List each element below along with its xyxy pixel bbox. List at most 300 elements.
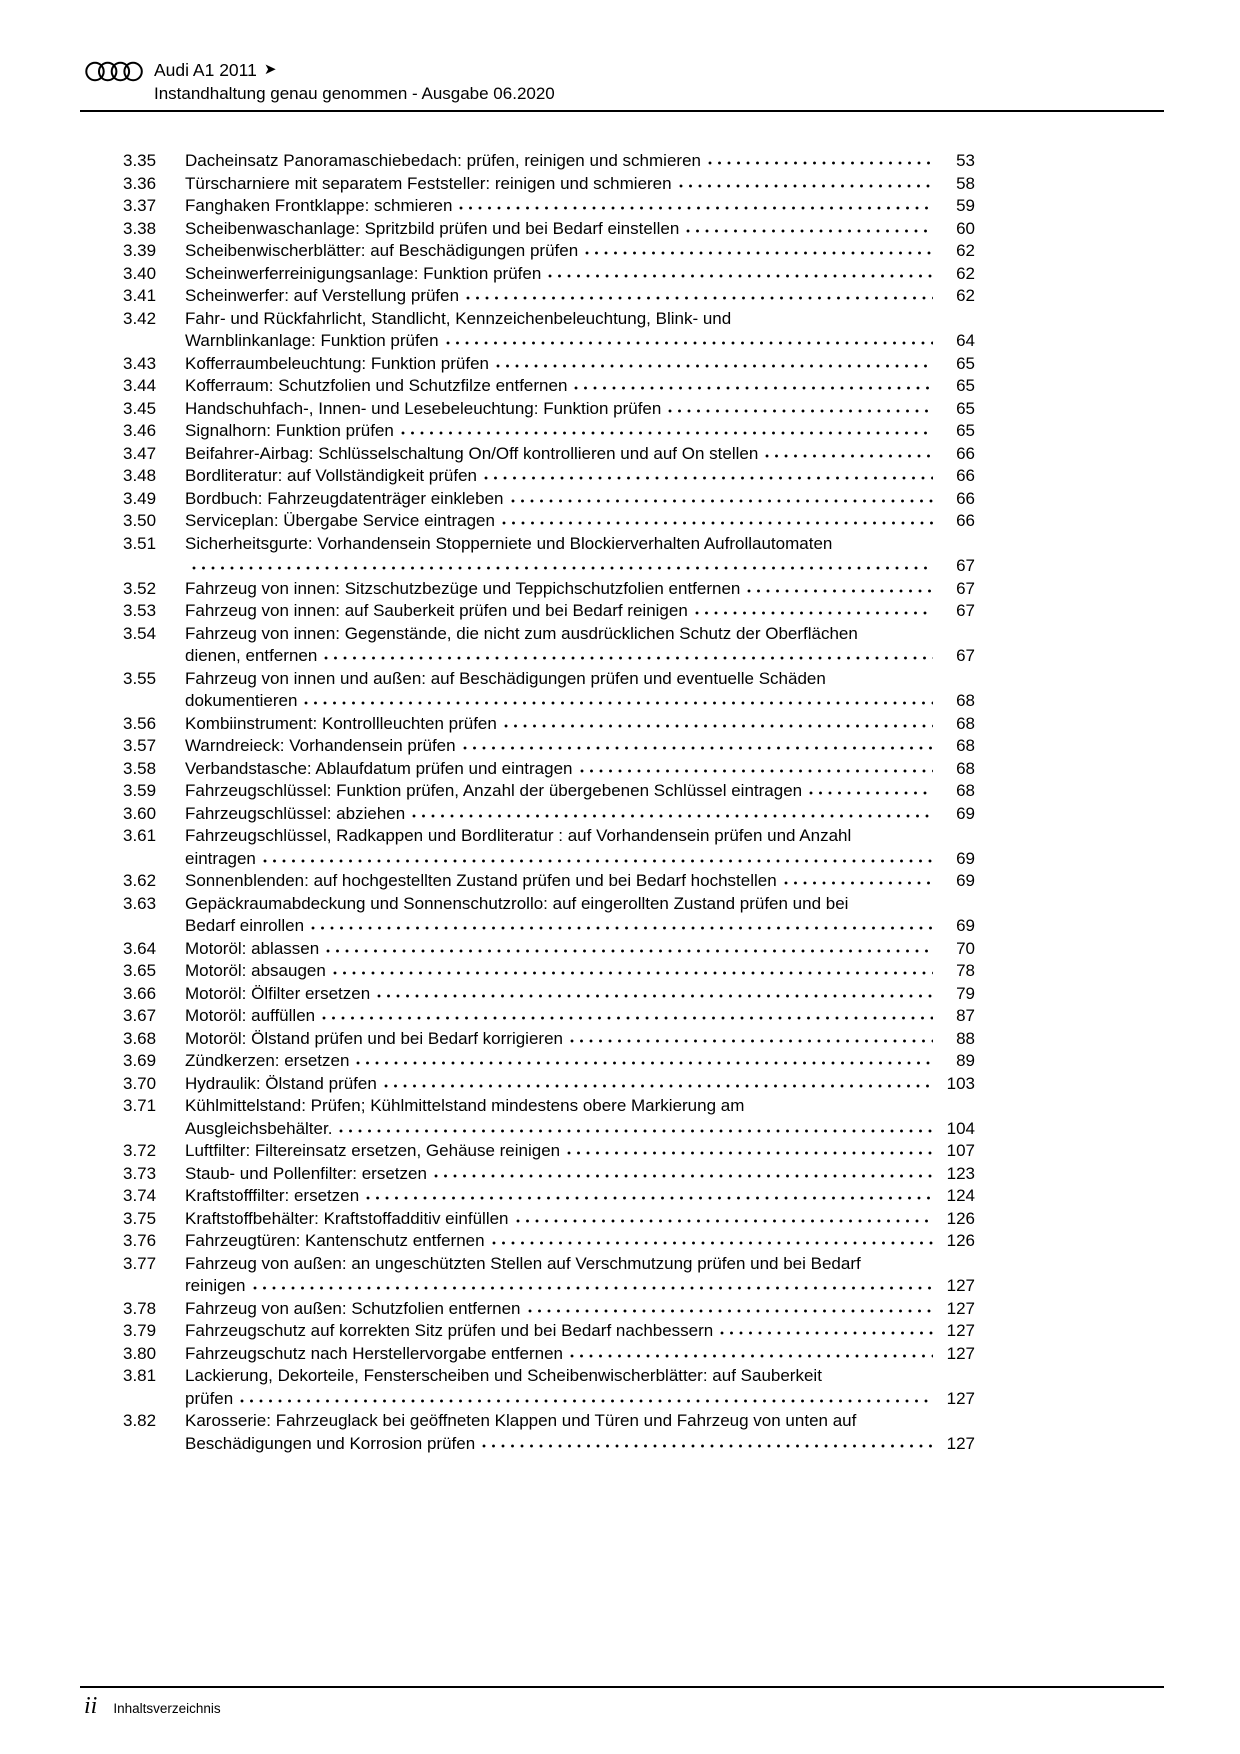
toc-entry[interactable] xyxy=(123,1230,975,1253)
toc-entry-number: 3.45 xyxy=(123,398,157,418)
toc-entry-title: Fanghaken Frontklappe: schmieren xyxy=(185,196,453,215)
toc-entry-page-number: 69 xyxy=(956,848,975,868)
toc-entry-body xyxy=(185,195,975,218)
toc-entry-last-line xyxy=(185,443,975,466)
toc-entry-last-line xyxy=(185,803,975,826)
leader-dots-decoration xyxy=(574,377,933,391)
toc-entry-number: 3.49 xyxy=(123,488,157,508)
toc-entry[interactable] xyxy=(123,1163,975,1186)
leader-dots-decoration xyxy=(765,445,933,459)
toc-entry[interactable] xyxy=(123,1343,975,1366)
footer-divider xyxy=(80,1686,1164,1688)
leader-dots-decoration xyxy=(311,917,933,931)
toc-entry-page-number: 69 xyxy=(956,871,975,890)
header-title-row xyxy=(154,58,555,82)
toc-entry-body xyxy=(185,758,975,781)
leader-dots-decoration xyxy=(459,197,933,211)
toc-entry-number: 3.55 xyxy=(123,668,157,688)
toc-entry-last-line xyxy=(185,1140,975,1163)
toc-entry-number: 3.46 xyxy=(123,421,157,440)
leader-dots-decoration xyxy=(253,1277,934,1291)
toc-entry[interactable] xyxy=(123,780,975,803)
toc-entry[interactable] xyxy=(123,218,975,241)
toc-entry[interactable] xyxy=(123,825,975,870)
leader-dots-decoration xyxy=(695,602,933,616)
toc-entry-number: 3.47 xyxy=(123,443,157,463)
toc-entry-title: Sonnenblenden: auf hochgestellten Zustand prüfen und bei Bedarf hochstellen xyxy=(185,871,777,890)
toc-entry-number: 3.72 xyxy=(123,1141,157,1160)
toc-entry[interactable] xyxy=(123,735,975,758)
leader-dots-decoration xyxy=(528,1300,934,1314)
toc-entry-last-line xyxy=(185,173,975,196)
toc-entry-body xyxy=(185,1005,975,1028)
toc-entry-number: 3.76 xyxy=(123,1231,157,1250)
leader-dots-decoration xyxy=(322,1007,933,1021)
leader-dots-decoration xyxy=(784,872,933,886)
toc-entry-last-line xyxy=(185,758,975,781)
toc-entry[interactable] xyxy=(123,150,975,173)
toc-entry-title: Fahrzeugtüren: Kantenschutz entfernen xyxy=(185,1231,485,1250)
toc-entry-title: Fahrzeugschlüssel: Funktion prüfen, Anzahl der übergebenen Schlüssel eintragen xyxy=(185,781,803,800)
toc-entry-page-number: 126 xyxy=(946,1208,975,1228)
toc-entry[interactable] xyxy=(123,1208,975,1231)
toc-entry[interactable] xyxy=(123,1298,975,1321)
toc-entry-page-number: 124 xyxy=(946,1186,975,1205)
toc-entry[interactable] xyxy=(123,533,975,578)
toc-entry-number: 3.75 xyxy=(123,1208,157,1228)
toc-entry-title: Fahrzeug von innen: Sitzschutzbezüge und Teppichschutzfolien entfernen xyxy=(185,578,741,598)
toc-entry-body xyxy=(185,623,975,668)
toc-entry-title: Handschuhfach-, Innen- und Lesebeleuchtung: Funktion prüfen xyxy=(185,398,662,418)
leader-dots-decoration xyxy=(384,1075,933,1089)
toc-entry[interactable] xyxy=(123,938,975,961)
toc-entry-body xyxy=(185,263,975,286)
toc-entry[interactable] xyxy=(123,420,975,443)
footer-section-label: Inhaltsverzeichnis xyxy=(113,1701,221,1716)
toc-entry[interactable] xyxy=(123,398,975,421)
toc-entry-title: Motoröl: Ölstand prüfen und bei Bedarf korrigieren xyxy=(185,1028,563,1048)
toc-entry-number: 3.40 xyxy=(123,263,157,283)
toc-entry[interactable] xyxy=(123,1365,975,1410)
toc-entry-number: 3.82 xyxy=(123,1411,157,1430)
toc-entry-number: 3.43 xyxy=(123,353,157,373)
toc-entry-last-line xyxy=(185,1230,975,1253)
toc-entry-page-number: 58 xyxy=(956,173,975,193)
toc-entry-title-line: Fahrzeug von innen und außen: auf Beschädigungen prüfen und eventuelle Schäden xyxy=(185,668,826,688)
leader-dots-decoration xyxy=(496,355,933,369)
toc-entry-last-line xyxy=(185,488,975,511)
leader-dots-decoration xyxy=(466,287,933,301)
toc-entry-number: 3.48 xyxy=(123,466,157,485)
toc-entry-last-line xyxy=(185,420,975,443)
vehicle-model-title: Audi A1 2011 xyxy=(154,60,257,80)
toc-entry-number: 3.51 xyxy=(123,533,157,553)
toc-entry-number: 3.67 xyxy=(123,1006,157,1025)
leader-dots-decoration xyxy=(401,422,933,436)
toc-entry-last-line xyxy=(185,555,975,578)
toc-entry-number: 3.63 xyxy=(123,893,157,913)
toc-entry-page-number: 88 xyxy=(956,1028,975,1048)
leader-dots-decoration xyxy=(585,242,933,256)
leader-dots-decoration xyxy=(580,760,933,774)
toc-entry-number: 3.37 xyxy=(123,196,157,215)
toc-entry-page-number: 69 xyxy=(956,803,975,823)
toc-entry-number: 3.62 xyxy=(123,871,157,890)
toc-entry[interactable] xyxy=(123,1320,975,1343)
toc-entry-body xyxy=(185,240,975,263)
toc-entry-page-number: 68 xyxy=(956,781,975,800)
toc-entry-number: 3.71 xyxy=(123,1096,157,1115)
toc-entry-body xyxy=(185,1298,975,1321)
toc-entry[interactable] xyxy=(123,713,975,736)
toc-entry-number: 3.50 xyxy=(123,511,157,530)
leader-dots-decoration xyxy=(324,647,933,661)
toc-entry-last-line xyxy=(185,713,975,736)
toc-entry-number: 3.60 xyxy=(123,803,157,823)
leader-dots-decoration xyxy=(720,1322,933,1336)
toc-entry-title: Staub- und Pollenfilter: ersetzen xyxy=(185,1163,427,1183)
toc-entry-last-line xyxy=(185,938,975,961)
toc-entry-body xyxy=(185,938,975,961)
leader-dots-decoration xyxy=(240,1390,933,1404)
toc-entry-title: Bedarf einrollen xyxy=(185,916,305,935)
toc-entry-page-number: 70 xyxy=(956,938,975,958)
toc-entry[interactable] xyxy=(123,1410,975,1455)
leader-dots-decoration xyxy=(504,715,933,729)
toc-entry[interactable] xyxy=(123,893,975,938)
toc-entry[interactable] xyxy=(123,623,975,668)
toc-entry-title: Fahrzeugschutz auf korrekten Sitz prüfen und bei Bedarf nachbessern xyxy=(185,1321,714,1340)
leader-dots-decoration xyxy=(366,1187,933,1201)
toc-entry-body xyxy=(185,1050,975,1073)
toc-entry-number: 3.80 xyxy=(123,1343,157,1363)
toc-entry-title: Beschädigungen und Korrosion prüfen xyxy=(185,1433,476,1453)
toc-entry-title: Fahrzeug von innen: auf Sauberkeit prüfen und bei Bedarf reinigen xyxy=(185,601,688,620)
toc-entry-title: prüfen xyxy=(185,1388,234,1408)
toc-entry-page-number: 68 xyxy=(956,713,975,733)
toc-entry[interactable] xyxy=(123,443,975,466)
toc-entry-title: Scheibenwaschanlage: Spritzbild prüfen und bei Bedarf einstellen xyxy=(185,218,680,238)
leader-dots-decoration xyxy=(686,220,933,234)
toc-entry[interactable] xyxy=(123,1253,975,1298)
toc-entry-body xyxy=(185,353,975,376)
leader-dots-decoration xyxy=(412,805,933,819)
toc-entry-title: Fahrzeugschlüssel: abziehen xyxy=(185,803,406,823)
header-divider xyxy=(80,110,1164,112)
toc-entry-last-line xyxy=(185,690,975,713)
toc-entry-last-line xyxy=(185,578,975,601)
toc-entry[interactable] xyxy=(123,803,975,826)
toc-entry-body xyxy=(185,1208,975,1231)
toc-entry-body xyxy=(185,960,975,983)
document-subtitle: Instandhaltung genau genommen - Ausgabe 06.2020 xyxy=(154,84,555,103)
toc-entry-page-number: 67 xyxy=(956,646,975,665)
toc-entry-title-line: Gepäckraumabdeckung und Sonnenschutzrollo: auf eingerollten Zustand prüfen und bei xyxy=(185,893,849,913)
toc-entry-body xyxy=(185,1073,975,1096)
leader-dots-decoration xyxy=(482,1435,933,1449)
toc-entry-body xyxy=(185,218,975,241)
toc-entry-body xyxy=(185,375,975,398)
leader-dots-decoration xyxy=(492,1232,933,1246)
toc-entry-body xyxy=(185,713,975,736)
toc-entry[interactable] xyxy=(123,1050,975,1073)
toc-entry-body xyxy=(185,1163,975,1186)
toc-entry-last-line xyxy=(185,1050,975,1073)
toc-entry-number: 3.77 xyxy=(123,1253,157,1273)
toc-entry-last-line xyxy=(185,1005,975,1028)
toc-entry-number: 3.56 xyxy=(123,713,157,733)
toc-entry-last-line xyxy=(185,465,975,488)
toc-entry[interactable] xyxy=(123,173,975,196)
leader-dots-decoration xyxy=(668,400,933,414)
toc-entry[interactable] xyxy=(123,240,975,263)
toc-entry-number: 3.59 xyxy=(123,781,157,800)
toc-entry-page-number: 107 xyxy=(946,1141,975,1160)
toc-entry-page-number: 65 xyxy=(956,353,975,373)
toc-entry-body xyxy=(185,780,975,803)
toc-entry-body xyxy=(185,420,975,443)
toc-entry[interactable] xyxy=(123,600,975,623)
toc-entry-title: Kofferraum: Schutzfolien und Schutzfilze entfernen xyxy=(185,376,568,395)
leader-dots-decoration xyxy=(548,265,933,279)
toc-entry-last-line xyxy=(185,150,975,173)
toc-entry-title-line: Karosserie: Fahrzeuglack bei geöffneten Klappen und Türen und Fahrzeug von unten auf xyxy=(185,1411,857,1430)
toc-entry-page-number: 126 xyxy=(946,1231,975,1250)
toc-entry-page-number: 79 xyxy=(956,983,975,1003)
toc-entry-body xyxy=(185,578,975,601)
toc-entry-last-line xyxy=(185,1343,975,1366)
toc-entry-body xyxy=(185,510,975,533)
toc-entry-last-line xyxy=(185,870,975,893)
toc-entry-title: eintragen xyxy=(185,848,256,868)
toc-entry-title: Motoröl: Ölfilter ersetzen xyxy=(185,983,371,1003)
leader-dots-decoration xyxy=(809,782,933,796)
toc-entry[interactable] xyxy=(123,465,975,488)
toc-entry-last-line xyxy=(185,915,975,938)
toc-entry-title: Kofferraumbeleuchtung: Funktion prüfen xyxy=(185,353,489,373)
toc-entry-last-line xyxy=(185,1433,975,1456)
toc-entry-body xyxy=(185,600,975,623)
toc-entry-title-line: Fahr- und Rückfahrlicht, Standlicht, Kennzeichenbeleuchtung, Blink- und xyxy=(185,308,732,328)
toc-entry-page-number: 53 xyxy=(956,151,975,170)
toc-entry-body xyxy=(185,1230,975,1253)
header-text-block xyxy=(154,58,555,106)
toc-entry-last-line xyxy=(185,1163,975,1186)
toc-entry[interactable] xyxy=(123,1073,975,1096)
toc-entry-page-number: 127 xyxy=(946,1343,975,1363)
toc-entry-page-number: 103 xyxy=(946,1073,975,1093)
toc-entry-page-number: 87 xyxy=(956,1006,975,1025)
toc-entry[interactable] xyxy=(123,195,975,218)
toc-entry[interactable] xyxy=(123,488,975,511)
toc-entry-body xyxy=(185,1185,975,1208)
toc-entry-number: 3.70 xyxy=(123,1073,157,1093)
toc-entry-last-line xyxy=(185,1073,975,1096)
toc-entry[interactable] xyxy=(123,578,975,601)
toc-entry-body xyxy=(185,1253,975,1298)
toc-entry-last-line xyxy=(185,960,975,983)
toc-entry-page-number: 123 xyxy=(946,1163,975,1183)
toc-entry-title-line: Kühlmittelstand: Prüfen; Kühlmittelstand mindestens obere Markierung am xyxy=(185,1096,745,1115)
toc-entry-title: Verbandstasche: Ablaufdatum prüfen und eintragen xyxy=(185,758,573,778)
toc-entry-number: 3.58 xyxy=(123,758,157,778)
toc-entry-page-number: 59 xyxy=(956,196,975,215)
toc-entry-number: 3.39 xyxy=(123,241,157,260)
toc-entry-page-number: 68 xyxy=(956,691,975,710)
toc-entry-title: Beifahrer-Airbag: Schlüsselschaltung On/Off kontrollieren und auf On stellen xyxy=(185,443,759,463)
toc-entry-body xyxy=(185,173,975,196)
toc-entry-last-line xyxy=(185,353,975,376)
toc-entry-title: Serviceplan: Übergabe Service eintragen xyxy=(185,511,495,530)
toc-entry-body xyxy=(185,533,975,578)
toc-entry-body xyxy=(185,803,975,826)
toc-entry[interactable] xyxy=(123,1005,975,1028)
toc-entry-title: Motoröl: ablassen xyxy=(185,938,320,958)
toc-entry-last-line xyxy=(185,263,975,286)
toc-entry-body xyxy=(185,668,975,713)
leader-dots-decoration xyxy=(333,962,933,976)
toc-entry-page-number: 67 xyxy=(956,578,975,598)
toc-entry-last-line xyxy=(185,600,975,623)
leader-dots-decoration xyxy=(570,1345,933,1359)
toc-entry-number: 3.52 xyxy=(123,578,157,598)
toc-entry[interactable] xyxy=(123,668,975,713)
toc-entry-title: Motoröl: absaugen xyxy=(185,961,326,980)
toc-entry-title: Kombiinstrument: Kontrollleuchten prüfen xyxy=(185,713,497,733)
toc-entry-last-line xyxy=(185,1208,975,1231)
toc-entry-title: Luftfilter: Filtereinsatz ersetzen, Gehäuse reinigen xyxy=(185,1141,561,1160)
toc-list xyxy=(123,150,975,1455)
toc-entry-title: reinigen xyxy=(185,1276,246,1295)
toc-entry-page-number: 78 xyxy=(956,961,975,980)
toc-entry-title: Bordbuch: Fahrzeugdatenträger einkleben xyxy=(185,488,504,508)
toc-entry-title-line: Fahrzeug von außen: an ungeschützten Stellen auf Verschmutzung prüfen und bei Bedarf xyxy=(185,1253,861,1273)
toc-entry[interactable] xyxy=(123,1028,975,1051)
toc-entry-page-number: 67 xyxy=(956,556,975,575)
toc-entry-title: Bordliteratur: auf Vollständigkeit prüfen xyxy=(185,466,478,485)
toc-entry-body xyxy=(185,893,975,938)
toc-entry-body xyxy=(185,825,975,870)
toc-entry-title: Fahrzeugschutz nach Herstellervorgabe entfernen xyxy=(185,1343,563,1363)
toc-entry-page-number: 68 xyxy=(956,758,975,778)
toc-entry-title-line: Sicherheitsgurte: Vorhandensein Stopperniete und Blockierverhalten Aufrollautomaten xyxy=(185,533,833,553)
toc-entry-last-line xyxy=(185,510,975,533)
toc-entry-number: 3.57 xyxy=(123,736,157,755)
toc-entry-body xyxy=(185,1410,975,1455)
toc-entry[interactable] xyxy=(123,308,975,353)
toc-entry[interactable] xyxy=(123,375,975,398)
toc-entry-body xyxy=(185,1140,975,1163)
arrow-right-icon: ➤ xyxy=(263,61,277,78)
toc-entry-last-line xyxy=(185,1320,975,1343)
toc-entry-body xyxy=(185,398,975,421)
toc-entry-last-line xyxy=(185,398,975,421)
toc-entry-number: 3.54 xyxy=(123,623,157,643)
toc-entry-title: Kraftstofffilter: ersetzen xyxy=(185,1186,360,1205)
leader-dots-decoration xyxy=(192,557,933,571)
toc-entry[interactable] xyxy=(123,1185,975,1208)
toc-entry-body xyxy=(185,1343,975,1366)
toc-entry-last-line xyxy=(185,330,975,353)
leader-dots-decoration xyxy=(679,175,933,189)
toc-entry[interactable] xyxy=(123,1095,975,1140)
toc-entry-body xyxy=(185,285,975,308)
toc-entry-page-number: 62 xyxy=(956,263,975,283)
toc-entry-number: 3.61 xyxy=(123,826,157,845)
toc-entry-title-line: Fahrzeugschlüssel, Radkappen und Bordliteratur : auf Vorhandensein prüfen und Anzahl xyxy=(185,826,852,845)
leader-dots-decoration xyxy=(377,985,933,999)
toc-entry-body xyxy=(185,870,975,893)
toc-entry-body xyxy=(185,488,975,511)
toc-entry-last-line xyxy=(185,735,975,758)
toc-entry-number: 3.36 xyxy=(123,173,157,193)
leader-dots-decoration xyxy=(463,737,933,751)
toc-entry-page-number: 68 xyxy=(956,736,975,755)
toc-entry-page-number: 127 xyxy=(946,1433,975,1453)
toc-entry[interactable] xyxy=(123,758,975,781)
toc-entry-last-line xyxy=(185,1275,975,1298)
toc-entry-number: 3.44 xyxy=(123,376,157,395)
leader-dots-decoration xyxy=(356,1052,933,1066)
toc-entry-number: 3.35 xyxy=(123,151,157,170)
toc-entry-title: Fahrzeug von außen: Schutzfolien entfernen xyxy=(185,1298,521,1318)
toc-entry-number: 3.74 xyxy=(123,1186,157,1205)
toc-entry-body xyxy=(185,983,975,1006)
toc-entry-last-line xyxy=(185,848,975,871)
toc-entry[interactable] xyxy=(123,510,975,533)
toc-entry-number: 3.65 xyxy=(123,961,157,980)
toc-entry-title: Scheibenwischerblätter: auf Beschädigungen prüfen xyxy=(185,241,579,260)
leader-dots-decoration xyxy=(263,850,933,864)
toc-entry[interactable] xyxy=(123,1140,975,1163)
toc-entry-title: dienen, entfernen xyxy=(185,646,318,665)
toc-entry[interactable] xyxy=(123,285,975,308)
leader-dots-decoration xyxy=(747,580,933,594)
toc-entry-page-number: 127 xyxy=(946,1321,975,1340)
toc-entry-body xyxy=(185,465,975,488)
toc-entry-page-number: 127 xyxy=(946,1388,975,1408)
toc-entry-body xyxy=(185,735,975,758)
toc-entry[interactable] xyxy=(123,263,975,286)
toc-entry-number: 3.69 xyxy=(123,1051,157,1070)
toc-entry-page-number: 127 xyxy=(946,1276,975,1295)
toc-entry-page-number: 66 xyxy=(956,511,975,530)
toc-entry-last-line xyxy=(185,240,975,263)
toc-entry-page-number: 67 xyxy=(956,601,975,620)
toc-entry-last-line xyxy=(185,375,975,398)
toc-entry-number: 3.81 xyxy=(123,1366,157,1385)
leader-dots-decoration xyxy=(446,332,933,346)
toc-entry-page-number: 62 xyxy=(956,286,975,305)
toc-entry-page-number: 104 xyxy=(946,1118,975,1138)
footer-page-number: ii xyxy=(84,1693,98,1719)
toc-entry-title: Dacheinsatz Panoramaschiebedach: prüfen, reinigen und schmieren xyxy=(185,151,701,170)
toc-entry-body xyxy=(185,1365,975,1410)
toc-entry[interactable] xyxy=(123,960,975,983)
toc-entry-body xyxy=(185,150,975,173)
toc-entry[interactable] xyxy=(123,353,975,376)
toc-entry-number: 3.38 xyxy=(123,218,157,238)
leader-dots-decoration xyxy=(434,1165,933,1179)
toc-entry-title: Kraftstoffbehälter: Kraftstoffadditiv einfüllen xyxy=(185,1208,509,1228)
toc-entry-last-line xyxy=(185,1028,975,1051)
toc-entry-last-line xyxy=(185,1388,975,1411)
toc-entry[interactable] xyxy=(123,870,975,893)
toc-entry-last-line xyxy=(185,195,975,218)
toc-entry-title: Warnblinkanlage: Funktion prüfen xyxy=(185,331,439,350)
toc-entry-page-number: 60 xyxy=(956,218,975,238)
toc-entry[interactable] xyxy=(123,983,975,1006)
